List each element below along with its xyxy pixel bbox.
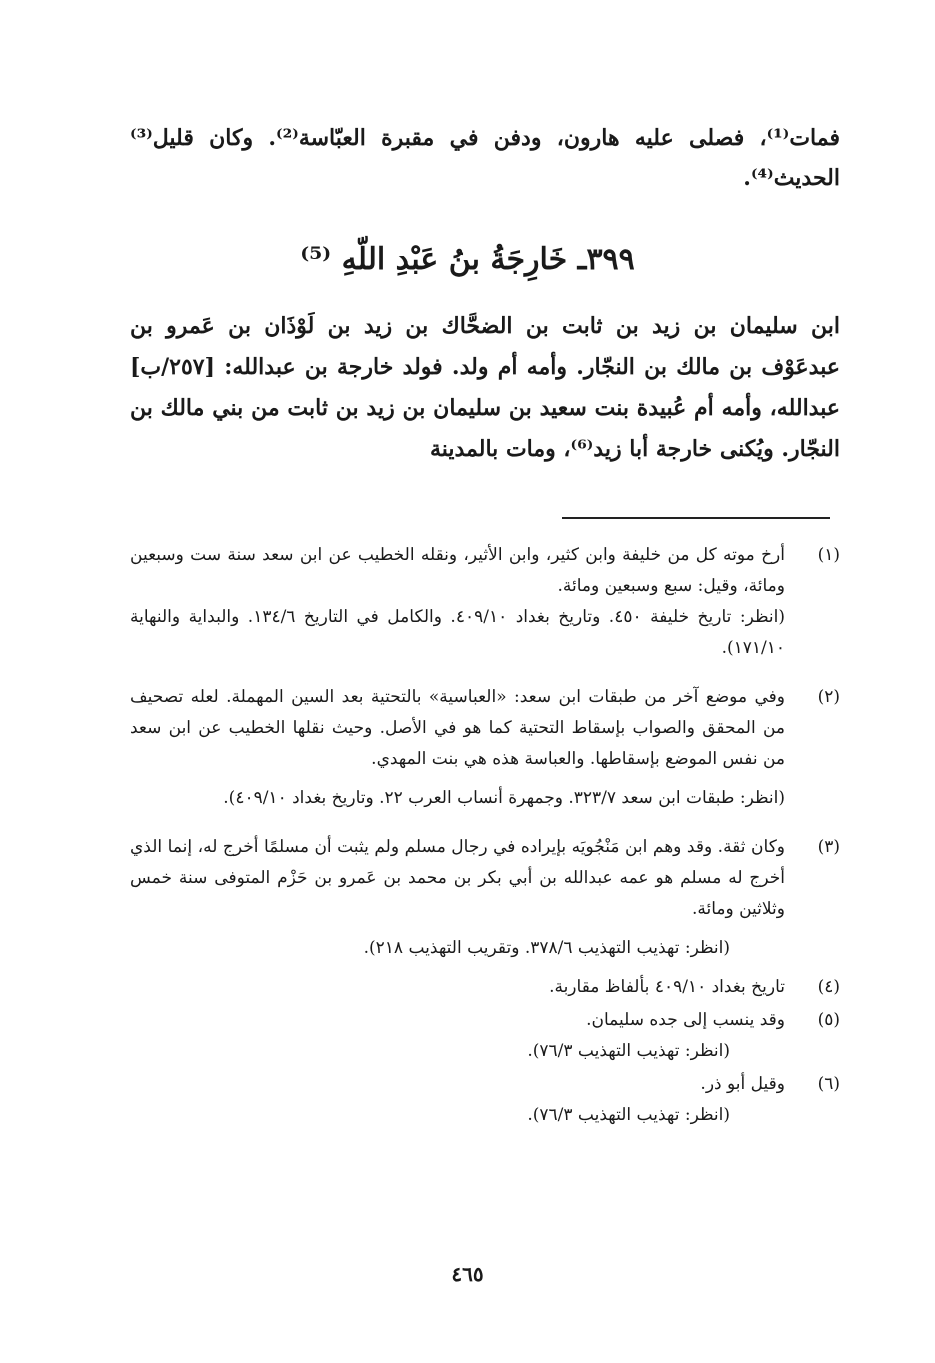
footnote-number: (٦) bbox=[817, 1074, 840, 1094]
footnote-number: (٥) bbox=[817, 1010, 840, 1030]
footnote-5 bbox=[130, 1005, 840, 1067]
footnote-text: تاريخ بغداد ٤٠٩/١٠ بألفاظ مقاربة. bbox=[549, 977, 785, 997]
entry-heading: ٣٩٩ـ خَارِجَةُ بنُ عَبْدِ اللّهِ ⁽⁵⁾ bbox=[300, 242, 635, 277]
page-number: ٤٦٥ bbox=[451, 1262, 484, 1286]
footnote-3 bbox=[130, 832, 840, 964]
footnote-1 bbox=[130, 540, 840, 664]
entry-body-paragraph: ابن سليمان بن زيد بن ثابت بن الضحَّاك بن زيد بن لَوْذَان بن عَمرو بن عبدعَوْف بن مالك بن النجّار. وأمه أم ولد. فولد خارجة بن عبدالله: [٢٥٧/ب] عبدالله، وأمه أم عُبيدة بنت سعيد بن سليمان بن زيد بن ثابت من بني مالك بن النجّار. ويُكنى خارجة أبا زيد⁽⁶⁾، ومات بالمدينة bbox=[130, 313, 840, 462]
footnote-text: وكان ثقة. وقد وهم ابن مَنْجُويَه بإيراده في رجال مسلم ولم يثبت أن مسلمًا أخرج له، إنما الذي أخرج له مسلم هو عمه عبدالله بن أبي بكر بن محمد بن عَمرو بن حَزْم المتوفى سنة خمس وثلاثين ومائة. bbox=[130, 837, 785, 919]
intro-paragraph: فمات⁽¹⁾، فصلى عليه هارون، ودفن في مقبرة العبّاسة⁽²⁾. وكان قليل⁽³⁾ الحديث⁽⁴⁾. bbox=[130, 125, 840, 191]
footnote-number: (٣) bbox=[817, 837, 840, 857]
footnote-reference: (انظر: تهذيب التهذيب ٧٦/٣). bbox=[527, 1105, 730, 1125]
footnote-6 bbox=[130, 1069, 840, 1131]
footnote-reference: (انظر: تاريخ خليفة ٤٥٠. وتاريخ بغداد ٤٠٩/١٠. والكامل في التاريخ ١٣٤/٦. والبداية والنهاية ١٧١/١٠). bbox=[130, 607, 785, 658]
footnote-text: أرخ موته كل من خليفة وابن كثير، وابن الأثير، ونقله الخطيب عن ابن سعد سنة ست وسبعين ومائة، وقيل: سبع وسبعين ومائة. bbox=[130, 545, 785, 596]
footnote-separator bbox=[562, 517, 830, 519]
footnote-reference: (انظر: تهذيب التهذيب ٧٦/٣). bbox=[527, 1041, 730, 1061]
footnote-text: وفي موضع آخر من طبقات ابن سعد: «العباسية» بالتحتية بعد السين المهملة. لعله تصحيف من المحقق والصواب بإسقاط التحتية كما هو في الأصل. وحيث نقلها الخطيب عن ابن سعد من نفس الموضع بإسقاطها. والعباسة هذه هي بنت المهدي. bbox=[130, 687, 785, 769]
footnote-4 bbox=[130, 972, 840, 1003]
footnote-number: (٤) bbox=[817, 977, 840, 997]
footnote-number: (١) bbox=[817, 545, 840, 565]
footnote-reference: (انظر: طبقات ابن سعد ٣٢٣/٧. وجمهرة أنساب العرب ٢٢. وتاريخ بغداد ٤٠٩/١٠). bbox=[223, 788, 785, 808]
footnote-text: وقيل أبو ذر. bbox=[700, 1074, 785, 1094]
footnotes-section bbox=[130, 540, 840, 1139]
footnote-text: وقد ينسب إلى جده سليمان. bbox=[586, 1010, 785, 1030]
footnote-2 bbox=[130, 682, 840, 814]
footnote-reference: (انظر: تهذيب التهذيب ٣٧٨/٦. وتقريب التهذيب ٢١٨). bbox=[363, 938, 730, 958]
footnote-number: (٢) bbox=[817, 687, 840, 707]
